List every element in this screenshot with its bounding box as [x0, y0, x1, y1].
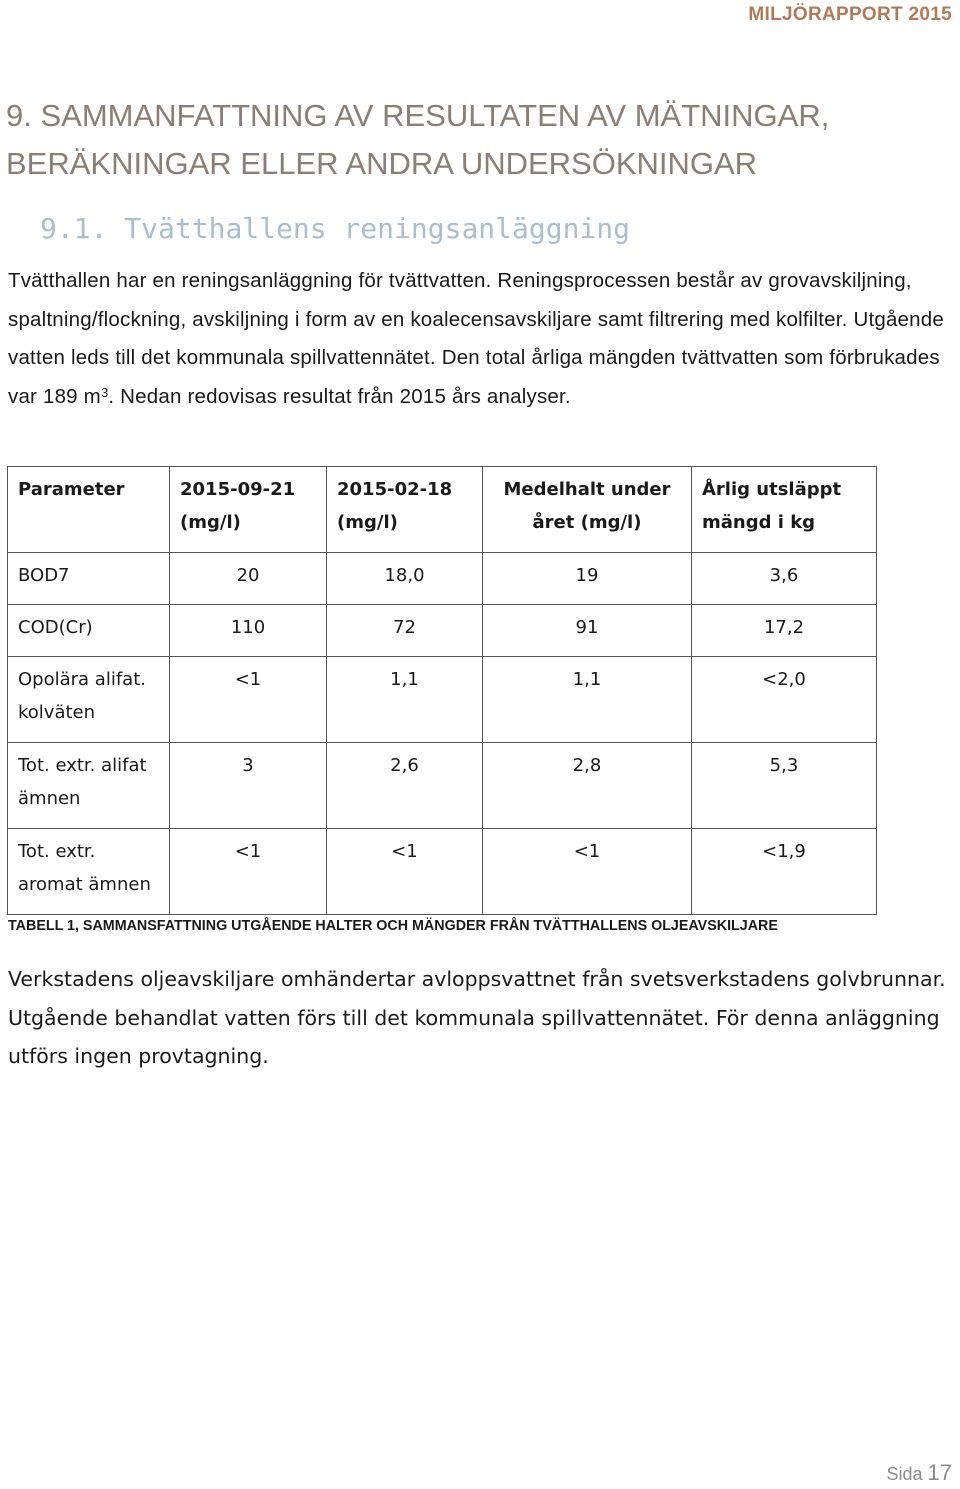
table-cell: 2,6 [327, 743, 483, 829]
table-cell: 72 [327, 605, 483, 657]
table-row [8, 829, 877, 915]
intro-superscript: 3 [100, 384, 109, 400]
table-caption: TABELL 1, SAMMANSFATTNING UTGÅENDE HALTER OCH MÄNGDER FRÅN TVÄTTHALLENS OLJEAVSKILJARE [8, 918, 778, 934]
table-header-cell: Medelhalt under året (mg/l) [483, 467, 692, 553]
table-cell: 19 [483, 553, 692, 605]
table-cell: <1 [483, 829, 692, 915]
subsection-heading-text: Tvätthallens reningsanläggning [124, 212, 631, 245]
subsection-heading-number: 9.1. [40, 212, 108, 245]
table-row [8, 553, 877, 605]
page-number: 17 [927, 1460, 952, 1485]
section-heading [6, 92, 946, 188]
table-cell: <1 [327, 829, 483, 915]
table-cell: 18,0 [327, 553, 483, 605]
table-cell: 1,1 [327, 657, 483, 743]
table-cell: <1,9 [692, 829, 877, 915]
table-row [8, 657, 877, 743]
table-header-row [8, 467, 877, 553]
table-cell-parameter: BOD7 [8, 553, 170, 605]
report-title: MILJÖRAPPORT 2015 [748, 4, 952, 25]
page-label: Sida [886, 1464, 923, 1484]
table-header-cell: Parameter [8, 467, 170, 553]
table-cell-parameter: COD(Cr) [8, 605, 170, 657]
outro-paragraph: Verkstadens oljeavskiljare omhändertar avloppsvattnet från svetsverkstadens golvbrunnar. Utgående behandlat vatten förs till det kommunala spillvattennätet. För denna anläggning utförs ingen provtagning. [8, 967, 946, 1068]
table-header-cell: 2015-09-21 (mg/l) [170, 467, 327, 553]
intro-text-part-1: Tvätthallen har en reningsanläggning för tvättvatten. Reningsprocessen består av grovavskiljning, spaltning/flockning, avskiljning i form av en koalecensavskiljare samt filtrering med kolfilter. Utgående vatten leds till det kommunala spillvattennätet. Den total årliga mängden tvättvatten som förbrukades var 189 m [8, 269, 944, 408]
table-row [8, 605, 877, 657]
table-cell: <1 [170, 657, 327, 743]
page-footer [886, 1460, 952, 1486]
subsection-heading [40, 209, 630, 249]
table-row [8, 743, 877, 829]
table-cell: <2,0 [692, 657, 877, 743]
results-table [7, 466, 877, 915]
intro-paragraph [8, 262, 953, 416]
table-header-cell: 2015-02-18 (mg/l) [327, 467, 483, 553]
section-heading-number: 9. [6, 98, 32, 133]
table-cell: 1,1 [483, 657, 692, 743]
table-cell: 91 [483, 605, 692, 657]
table-cell: 17,2 [692, 605, 877, 657]
table-cell: 3,6 [692, 553, 877, 605]
table-cell: <1 [170, 829, 327, 915]
table-header-cell: Årlig utsläppt mängd i kg [692, 467, 877, 553]
table-cell-parameter: Tot. extr. alifat ämnen [8, 743, 170, 829]
table-cell: 20 [170, 553, 327, 605]
table-cell: 2,8 [483, 743, 692, 829]
table-cell-parameter: Tot. extr. aromat ämnen [8, 829, 170, 915]
table-cell: 3 [170, 743, 327, 829]
table-cell: 110 [170, 605, 327, 657]
intro-text-part-2: . Nedan redovisas resultat från 2015 års analyser. [108, 384, 571, 408]
table-cell-parameter: Opolära alifat. kolväten [8, 657, 170, 743]
table-cell: 5,3 [692, 743, 877, 829]
section-heading-text: SAMMANFATTNING AV RESULTATEN AV MÄTNINGAR, BERÄKNINGAR ELLER ANDRA UNDERSÖKNINGAR [6, 98, 830, 181]
